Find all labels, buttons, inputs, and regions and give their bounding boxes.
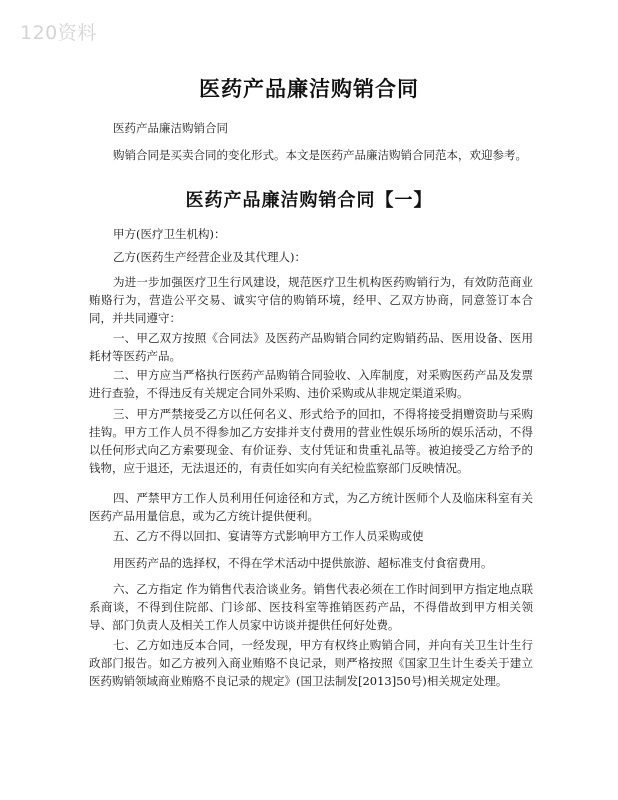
clause-7: 七、乙方如违反本合同，一经发现，甲方有权终止购销合同，并向有关卫生计生行政部门报告。如乙方被列入商业贿赂不良记录，则严格按照《国家卫生计生委关于建立医药购销领域商业贿赂不良记录的规定》(国卫法制发[2013]50号)相关规定处理。 (89, 638, 533, 688)
clause-4: 四、严禁甲方工作人员利用任何途径和方式，为乙方统计医师个人及临床科室有关医药产品用量信息，或为乙方统计提供便利。 (89, 491, 533, 523)
document-subtitle: 医药产品廉洁购销合同 (113, 121, 228, 135)
section-title: 医药产品廉洁购销合同【一】 (185, 190, 433, 211)
watermark: 120资料 (20, 22, 97, 44)
clause-5-part-1: 五、乙方不得以回扣、宴请等方式影响甲方工作人员采购或使 (113, 529, 424, 543)
clause-2: 二、甲方应当严格执行医药产品购销合同验收、入库制度，对采购医药产品及发票进行查验，不得违反有关规定合同外采购、违价采购或从非规定渠道采购。 (89, 368, 533, 400)
intro-paragraph: 购销合同是买卖合同的变化形式。本文是医药产品廉洁购销合同范本，欢迎参考。 (113, 148, 527, 162)
party-b-line: 乙方(医药生产经营企业及其代理人)： (113, 250, 306, 264)
document-title: 医药产品廉洁购销合同 (199, 76, 419, 101)
preamble-paragraph: 为进一步加强医疗卫生行风建设，规范医疗卫生机构医药购销行为，有效防范商业贿赂行为，营造公平交易、诚实守信的购销环境，经甲、乙双方协商，同意签订本合同，并共同遵守： (89, 275, 533, 325)
clause-6: 六、乙方指定 作为销售代表洽谈业务。销售代表必须在工作时间到甲方指定地点联系商谈，不得到住院部、门诊部、医技科室等推销医药产品，不得借故到甲方相关领导、部门负责人及相关工作人员家中访谈并提供任何好处费。 (89, 582, 533, 632)
party-a-line: 甲方(医疗卫生机构)： (113, 227, 226, 241)
clause-5-part-2: 用医药产品的选择权，不得在学术活动中提供旅游、超标准支付食宿费用。 (113, 556, 493, 570)
clause-3: 三、甲方严禁接受乙方以任何名义、形式给予的回扣，不得将接受捐赠资助与采购挂钩。甲方工作人员不得参加乙方安排并支付费用的营业性娱乐场所的娱乐活动，不得以任何形式向乙方索要现金、有价证券、支付凭证和贵重礼品等。被迫接受乙方给予的钱物，应于退还，无法退还的，有责任如实向有关纪检监察部门反映情况。 (89, 407, 533, 475)
clause-1: 一、甲乙双方按照《合同法》及医药产品购销合同约定购销药品、医用设备、医用耗材等医药产品。 (89, 331, 533, 363)
